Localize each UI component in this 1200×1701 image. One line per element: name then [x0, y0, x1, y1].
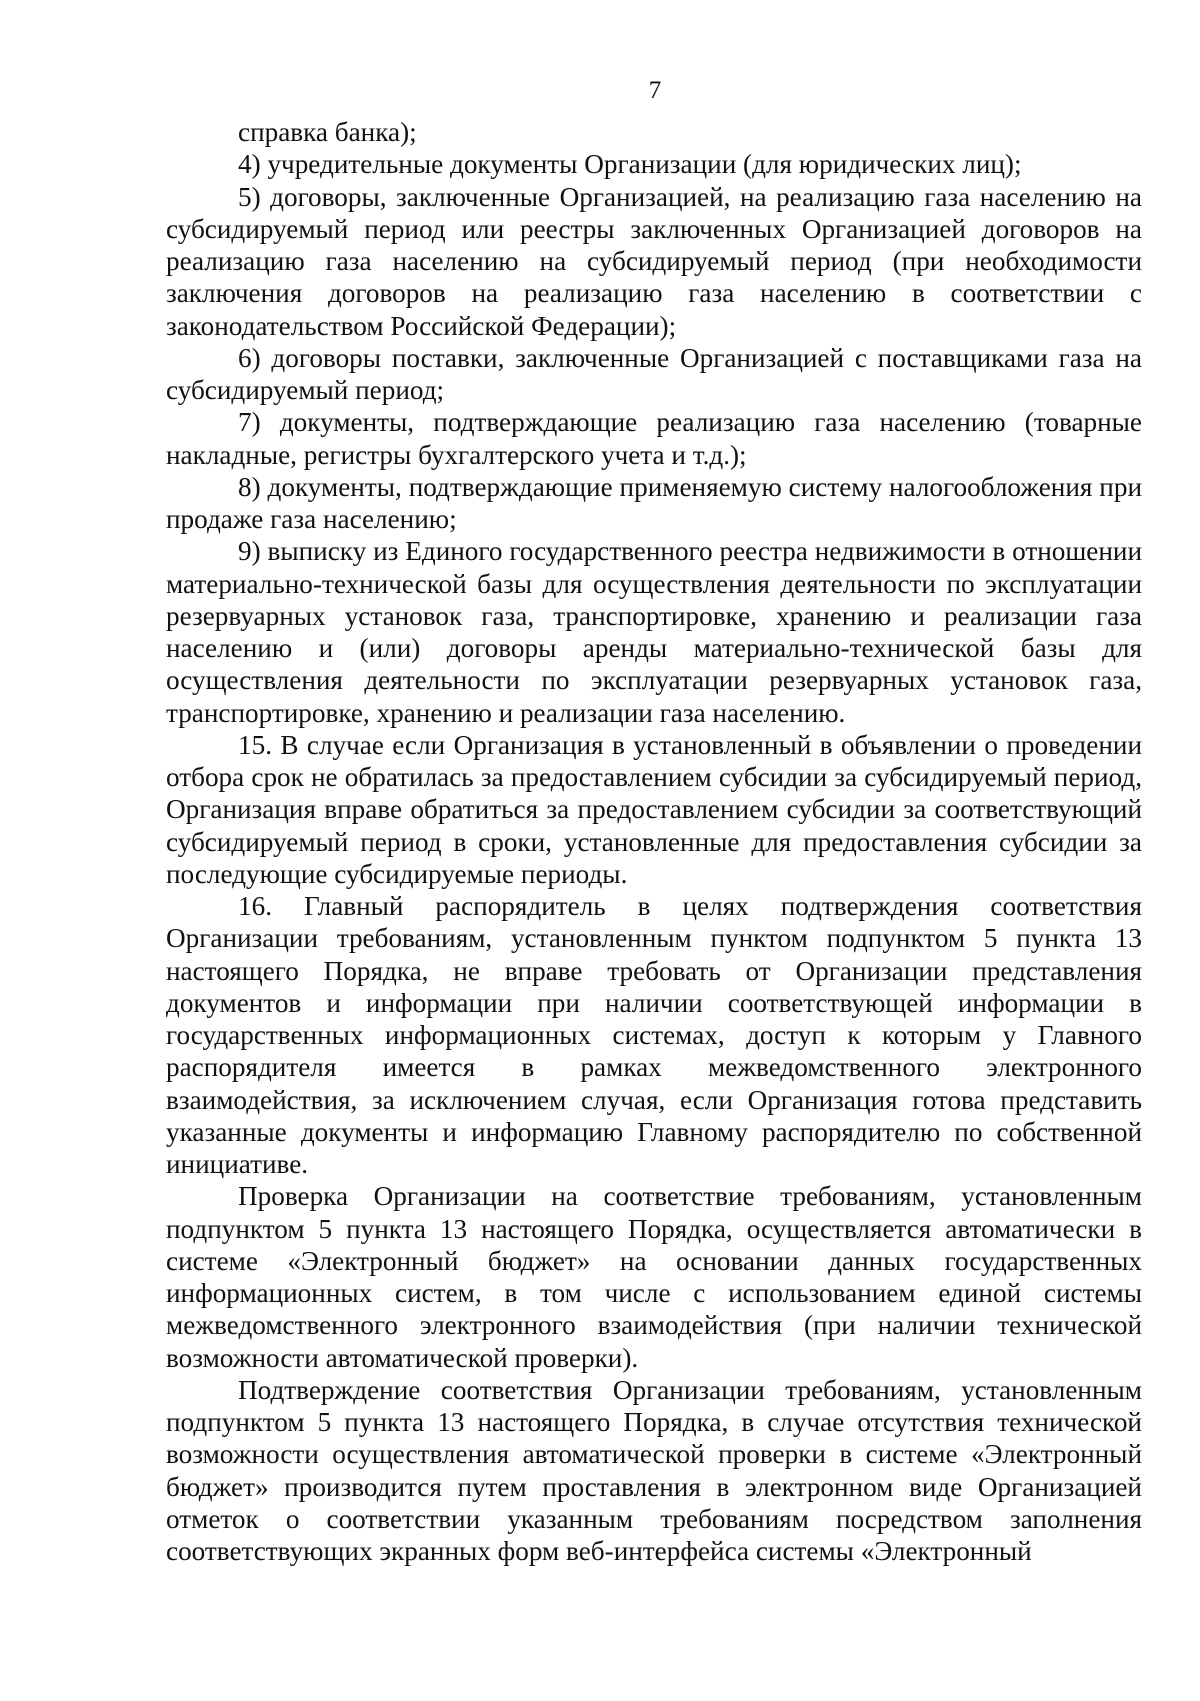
paragraph-item-4: 4) учредительные документы Организации (для юридических лиц);	[238, 149, 1022, 180]
paragraph-section-16: 16. Главный распорядитель в целях подтверждения соответствия Организации требованиям, установленным пунктом подпунктом 5 пункта 13 настоящего Порядка, не вправе требовать от Организации представления документов и информации при наличии соответствующей информации в государственных информационных системах, доступ к которым у Главного распорядителя имеется в рамках межведомственного электронного взаимодействия, за исключением случая, если Организация готова представить указанные документы и информацию Главному распорядителю по собственной инициативе.	[166, 891, 1142, 1179]
page-number: 7	[648, 77, 662, 104]
document-body	[166, 116, 1142, 1567]
paragraph-item-9: 9) выписку из Единого государственного реестра недвижимости в отношении материально-технической базы для осуществления деятельности по эксплуатации резервуарных установок газа, транспортировке, хранению и реализации газа населению и (или) договоры аренды материально-технической базы для осуществления деятельности по эксплуатации резервуарных установок газа, транспортировке, хранению и реализации газа населению.	[166, 536, 1142, 728]
paragraph-automatic-check: Проверка Организации на соответствие требованиям, установленным подпунктом 5 пункта 13 настоящего Порядка, осуществляется автоматически в системе «Электронный бюджет» на основании данных государственных информационных систем, в том числе с использованием единой системы межведомственного электронного взаимодействия (при наличии технической возможности автоматической проверки).	[166, 1181, 1142, 1373]
paragraph-item-5: 5) договоры, заключенные Организацией, на реализацию газа населению на субсидируемый период или реестры заключенных Организацией договоров на реализацию газа населению на субсидируемый период (при необходимости заключения договоров на реализацию газа населению в соответствии с законодательством Российской Федерации);	[166, 181, 1142, 341]
paragraph-item-6: 6) договоры поставки, заключенные Организацией с поставщиками газа на субсидируемый период;	[166, 342, 1142, 405]
paragraph-manual-confirmation: Подтверждение соответствия Организации требованиям, установленным подпунктом 5 пункта 13 настоящего Порядка, в случае отсутствия технической возможности осуществления автоматической проверки в системе «Электронный бюджет» производится путем проставления в электронном виде Организацией отметок о соответствии указанным требованиям посредством заполнения соответствующих экранных форм веб-интерфейса системы «Электронный	[166, 1374, 1142, 1566]
paragraph-item-7: 7) документы, подтверждающие реализацию газа населению (товарные накладные, регистры бухгалтерского учета и т.д.);	[166, 407, 1142, 470]
paragraph-bank-statement-tail: справка банка);	[238, 117, 417, 147]
paragraph-section-15: 15. В случае если Организация в установленный в объявлении о проведении отбора срок не обратилась за предоставлением субсидии за субсидируемый период, Организация вправе обратиться за предоставлением субсидии за соответствующий субсидируемый период в сроки, установленные для предоставления субсидии за последующие субсидируемые периоды.	[166, 729, 1142, 889]
paragraph-item-8: 8) документы, подтверждающие применяемую систему налогообложения при продаже газа населению;	[166, 471, 1142, 534]
